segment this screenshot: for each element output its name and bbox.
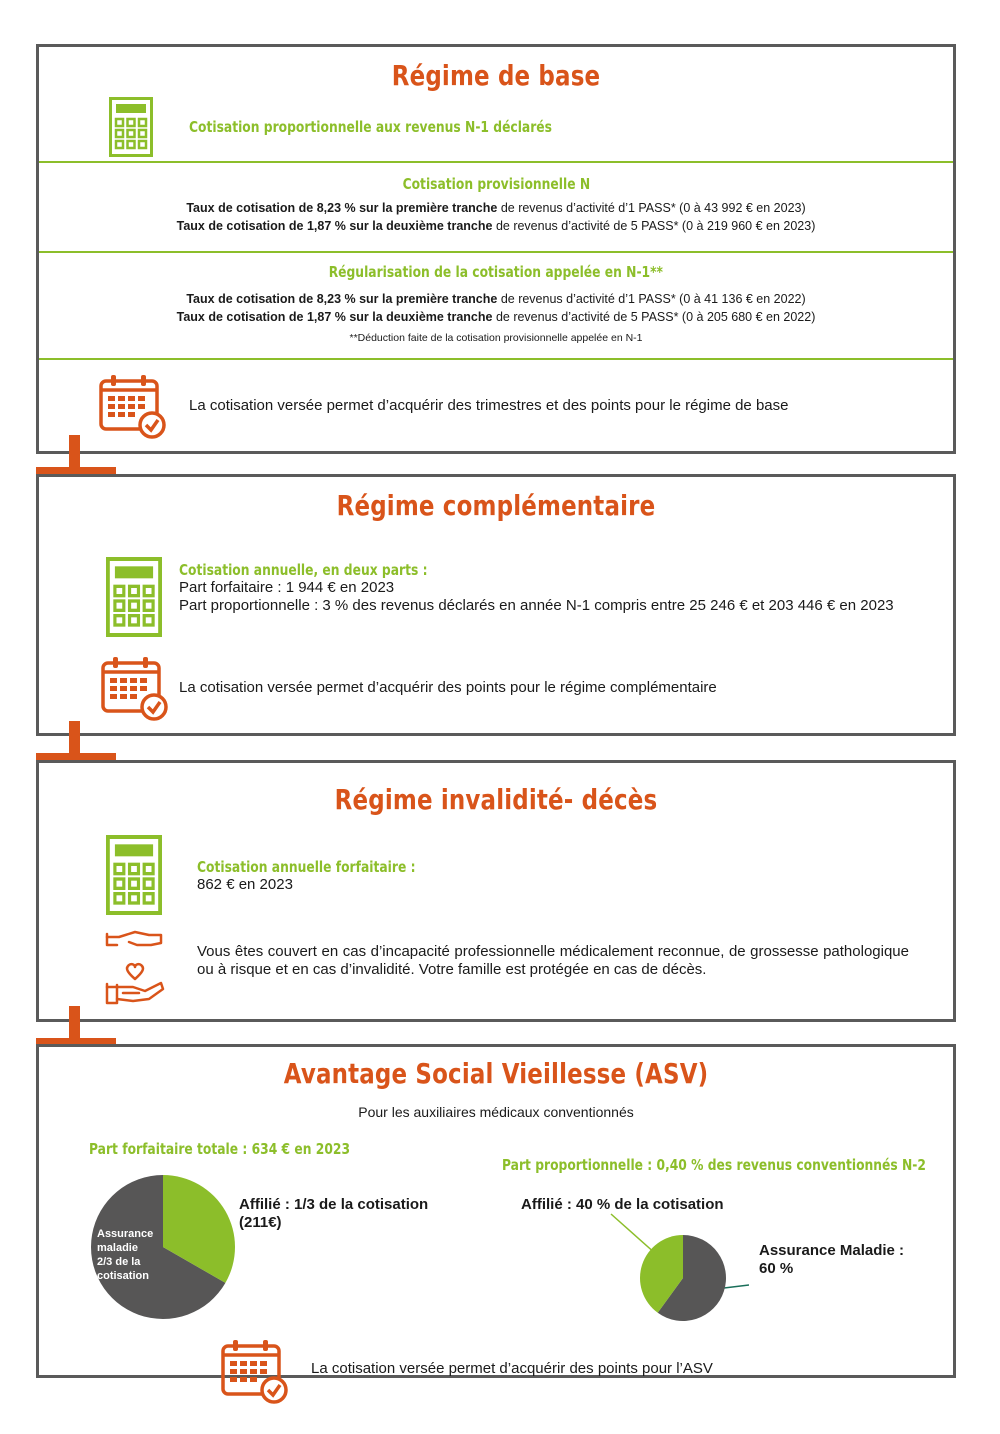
complementaire-benefit: La cotisation versée permet d’acquérir des points pour le régime complémentaire: [179, 679, 717, 696]
calculator-icon: [106, 557, 162, 637]
base-subtitle: Cotisation proportionnelle aux revenus N-1 déclarés: [189, 118, 552, 136]
invalidite-head: Cotisation annuelle forfaitaire :: [197, 858, 416, 876]
calendar-check-icon: [101, 657, 171, 723]
hands-heart-icon: [105, 929, 165, 1007]
provisional-line-1: Taux de cotisation de 8,23 % sur la première tranche de revenus d’activité d’1 PASS* (0 à 43 992 € en 2023): [186, 201, 806, 215]
complementaire-line-1: Part forfaitaire : 1 944 € en 2023: [179, 579, 395, 596]
calendar-check-icon: [99, 375, 169, 441]
calendar-check-icon: [221, 1340, 291, 1406]
regime-complementaire-panel: [36, 474, 956, 736]
left-pie-assurance-label: Assurance maladie 2/3 de la cotisation: [97, 1228, 154, 1282]
invalidite-line-1: 862 € en 2023: [197, 876, 293, 893]
divider: [39, 358, 953, 360]
complementaire-line-2: Part proportionnelle : 3 % des revenus déclarés en année N-1 compris entre 25 246 € et 203 446 € en 2023: [179, 597, 894, 614]
asv-right-head: Part proportionnelle : 0,40 % des revenus conventionnés N-2: [502, 1156, 926, 1174]
regime-invalidite-panel: [36, 760, 956, 1022]
divider: [39, 251, 953, 253]
right-pie-chart: [599, 1212, 749, 1322]
regime-invalidite-title: Régime invalidité- décès: [334, 783, 658, 816]
asv-title: Avantage Social Vieillesse (ASV): [283, 1057, 709, 1090]
regime-complementaire-title: Régime complémentaire: [336, 489, 656, 522]
calculator-icon: [109, 97, 153, 157]
regularisation-title: Régularisation de la cotisation appelée en N-1**: [328, 263, 664, 281]
asv-left-head: Part forfaitaire totale : 634 € en 2023: [89, 1140, 351, 1158]
asv-panel: [36, 1044, 956, 1378]
invalidite-coverage: Vous êtes couvert en cas d’incapacité professionnelle médicalement reconnue, de grossesse pathologique ou à risque et en cas d’invalidité. Votre famille est protégée en cas de décès.: [197, 943, 909, 978]
left-pie-affilie-label: Affilié : 1/3 de la cotisation (211€): [239, 1196, 429, 1231]
provisional-line-2: Taux de cotisation de 1,87 % sur la deuxième tranche de revenus d’activité de 5 PASS* (0 à 219 960 € en 2023): [176, 219, 816, 233]
provisional-title: Cotisation provisionnelle N: [402, 175, 590, 193]
divider: [39, 161, 953, 163]
regularisation-note: **Déduction faite de la cotisation provisionnelle appelée en N-1: [349, 332, 643, 344]
regularisation-line-1: Taux de cotisation de 8,23 % sur la première tranche de revenus d’activité d’1 PASS* (0 à 41 136 € en 2022): [186, 292, 806, 306]
right-pie-assurance-label: Assurance Maladie : 60 %: [759, 1242, 905, 1277]
regularisation-line-2: Taux de cotisation de 1,87 % sur la deuxième tranche de revenus d’activité de 5 PASS* (0 à 205 680 € en 2022): [176, 310, 816, 324]
regime-base-title: Régime de base: [391, 59, 601, 92]
regime-base-panel: [36, 44, 956, 454]
calculator-icon: [106, 835, 162, 915]
asv-benefit: La cotisation versée permet d’acquérir des points pour l’ASV: [311, 1360, 713, 1377]
asv-subtitle: Pour les auxiliaires médicaux conventionnés: [358, 1104, 634, 1120]
right-pie-affilie-label: Affilié : 40 % de la cotisation: [521, 1196, 724, 1213]
assurance-leader-line: [724, 1285, 749, 1288]
base-benefit: La cotisation versée permet d’acquérir des trimestres et des points pour le régime de base: [189, 397, 789, 414]
complementaire-head: Cotisation annuelle, en deux parts :: [179, 561, 428, 579]
